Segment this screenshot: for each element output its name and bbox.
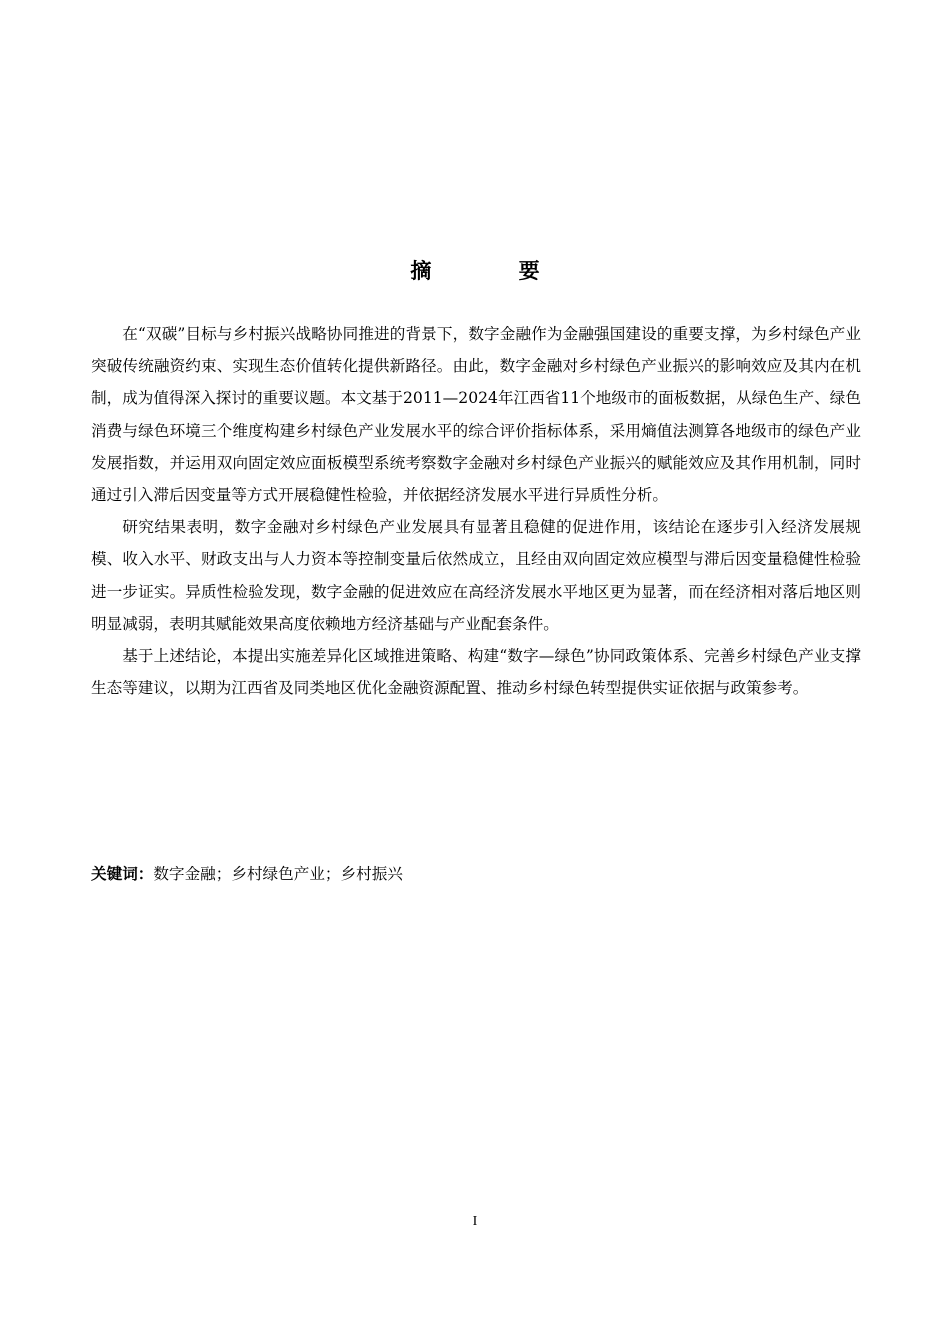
abstract-paragraph-3: 基于上述结论，本提出实施差异化区域推进策略、构建“数字—绿色”协同政策体系、完善乡村绿色产业支撑生态等建议，以期为江西省及同类地区优化金融资源配置、推动乡村绿色转型提供实证依据与政策参考。: [91, 647, 861, 698]
keywords-line: [91, 858, 861, 890]
abstract-body: [91, 318, 861, 704]
abstract-paragraph-2: 研究结果表明，数字金融对乡村绿色产业发展具有显著且稳健的促进作用，该结论在逐步引入经济发展规模、收入水平、财政支出与人力资本等控制变量后依然成立，且经由双向固定效应模型与滞后因变量稳健性检验进一步证实。异质性检验发现，数字金融的促进效应在高经济发展水平地区更为显著，而在经济相对落后地区则明显减弱，表明其赋能效果高度依赖地方经济基础与产业配套条件。: [91, 518, 861, 633]
abstract-paragraph-1: 在“双碳”目标与乡村振兴战略协同推进的背景下，数字金融作为金融强国建设的重要支撑，为乡村绿色产业突破传统融资约束、实现生态价值转化提供新路径。由此，数字金融对乡村绿色产业振兴的影响效应及其内在机制，成为值得深入探讨的重要议题。本文基于2011—2024年江西省11个地级市的面板数据，从绿色生产、绿色消费与绿色环境三个维度构建乡村绿色产业发展水平的综合评价指标体系，采用熵值法测算各地级市的绿色产业发展指数，并运用双向固定效应面板模型系统考察数字金融对乡村绿色产业振兴的赋能效应及其作用机制，同时通过引入滞后因变量等方式开展稳健性检验，并依据经济发展水平进行异质性分析。: [91, 325, 861, 505]
abstract-title: 摘 要: [410, 259, 580, 283]
page-number: I: [472, 1214, 478, 1229]
keywords-value: 数字金融；乡村绿色产业；乡村振兴: [153, 865, 403, 883]
keywords-label: 关键词：: [91, 865, 154, 883]
